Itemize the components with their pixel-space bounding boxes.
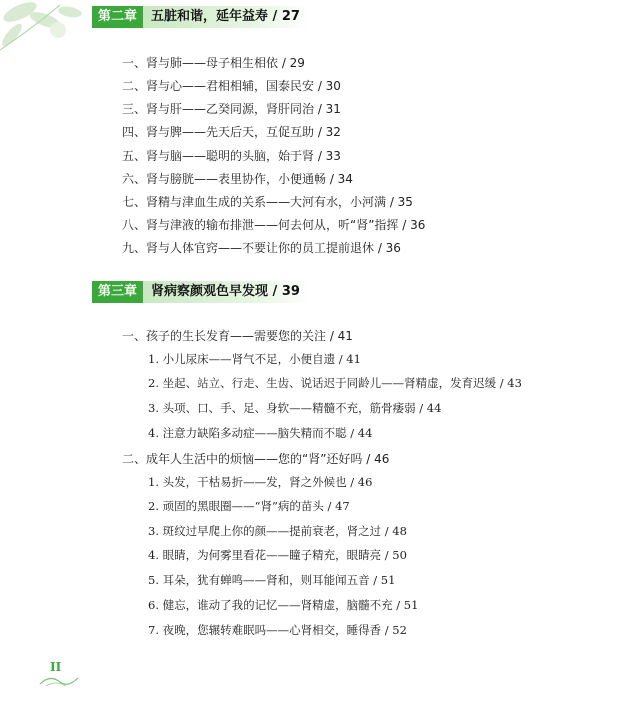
toc-entry[interactable]: 五、肾与脑——聪明的头脑，始于肾 / 33 xyxy=(122,149,341,163)
toc-subentry[interactable]: 4. 注意力缺陷多动症——脑失精而不聪 / 44 xyxy=(148,426,373,440)
toc-subentry[interactable]: 6. 健忘，谁动了我的记忆——肾精虚，脑髓不充 / 51 xyxy=(148,598,419,612)
toc-entry[interactable]: 七、肾精与津血生成的关系——大河有水，小河满 / 35 xyxy=(122,195,413,209)
toc-entry[interactable]: 四、肾与脾——先天后天，互促互助 / 32 xyxy=(122,125,341,139)
toc-section[interactable]: 二、成年人生活中的烦恼——您的“肾”还好吗 / 46 xyxy=(122,452,390,466)
toc-subentry[interactable]: 5. 耳朵，犹有蝉鸣——肾和，则耳能闻五音 / 51 xyxy=(148,573,396,587)
chapter-2-tag: 第二章 xyxy=(92,6,143,28)
toc-subentry[interactable]: 2. 坐起、站立、行走、生齿、说话迟于同龄儿——肾精虚，发育迟缓 / 43 xyxy=(148,376,522,390)
swirl-ornament-icon xyxy=(38,670,82,690)
toc-entry[interactable]: 八、肾与津液的输布排泄——何去何从，听“肾”指挥 / 36 xyxy=(122,218,426,232)
toc-subentry[interactable]: 3. 斑纹过早爬上你的颜——提前衰老，肾之过 / 48 xyxy=(148,524,407,538)
page-number: II xyxy=(50,660,62,674)
toc-subentry[interactable]: 1. 小儿尿床——肾气不足，小便自遗 / 41 xyxy=(148,352,361,366)
toc-entry[interactable]: 二、肾与心——君相相辅，国泰民安 / 30 xyxy=(122,79,341,93)
toc-subentry[interactable]: 7. 夜晚，您辗转难眠吗——心肾相交，睡得香 / 52 xyxy=(148,623,407,637)
chapter-3-header[interactable] xyxy=(92,281,310,303)
toc-subentry[interactable]: 4. 眼睛，为何雾里看花——瞳子精充，眼睛亮 / 50 xyxy=(148,548,407,562)
toc-subentry[interactable]: 1. 头发，干枯易折——发，肾之外候也 / 46 xyxy=(148,475,373,489)
toc-entry[interactable]: 六、肾与膀胱——表里协作，小便通畅 / 34 xyxy=(122,172,353,186)
chapter-3-title: 肾病察颜观色早发现 / 39 xyxy=(143,281,310,303)
toc-section[interactable]: 一、孩子的生长发育——需要您的关注 / 41 xyxy=(122,329,353,343)
toc-entry[interactable]: 三、肾与肝——乙癸同源，肾肝同治 / 31 xyxy=(122,102,341,116)
toc-entry[interactable]: 九、肾与人体官窍——不要让你的员工提前退休 / 36 xyxy=(122,241,401,255)
toc-subentry[interactable]: 2. 顽固的黑眼圈——“肾”病的苗头 / 47 xyxy=(148,499,350,513)
toc-subentry[interactable]: 3. 头项、口、手、足、身软——精髓不充，筋骨痿弱 / 44 xyxy=(148,401,442,415)
chapter-2-title: 五脏和谐，延年益寿 / 27 xyxy=(143,6,310,28)
toc-entry[interactable]: 一、肾与肺——母子相生相依 / 29 xyxy=(122,56,305,70)
chapter-3-tag: 第三章 xyxy=(92,281,143,303)
chapter-2-header[interactable] xyxy=(92,6,310,28)
